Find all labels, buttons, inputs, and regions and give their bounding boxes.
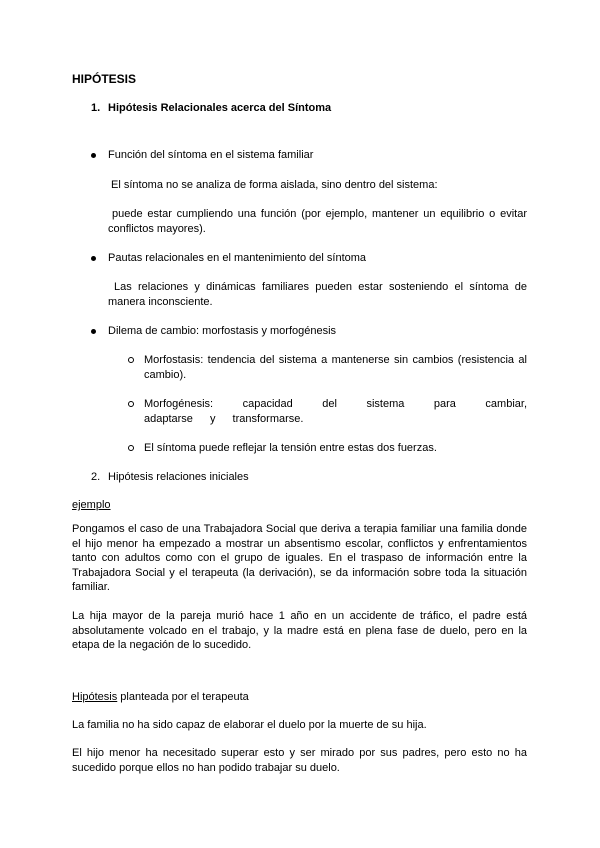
- hypothesis-label-rest: planteada por el terapeuta: [117, 691, 249, 703]
- section-2-number: 2.: [91, 471, 101, 483]
- example-paragraph-2: La hija mayor de la pareja murió hace 1 año en un accidente de tráfico, el padre está absolutamente volcado en el trabajo, y la madre está en plena fase de duelo, pero en la etapa de la negación de lo sucedido.: [72, 610, 527, 651]
- section-1-number: 1.: [91, 102, 101, 114]
- bullet-1-paragraph-1: El síntoma no se analiza de forma aislada, sino dentro del sistema:: [111, 179, 438, 191]
- hypothesis-paragraph-1: La familia no ha sido capaz de elaborar el duelo por la muerte de su hija.: [72, 719, 427, 731]
- example-paragraph-1: Pongamos el caso de una Trabajadora Social que deriva a terapia familiar una familia donde el hijo menor ha empezado a mostrar un absentismo escolar, conflictos y enfrentamientos tanto con adultos como con el grupo de iguales. En el traspaso de información entre la Trabajadora Social y el terapeuta (la derivación), se da información sobre toda la situación familiar.: [72, 523, 527, 593]
- bullet-marker: [91, 153, 96, 158]
- bullet-2-label: Pautas relacionales en el mantenimiento del síntoma: [108, 252, 367, 264]
- sub-bullet-marker: [128, 445, 134, 451]
- section-1-heading: Hipótesis Relacionales acerca del Síntoma: [108, 102, 332, 114]
- sub-item-morfogenesis: Morfogénesis: capacidad del sistema para cambiar, adaptarse y transformarse.: [144, 398, 527, 425]
- sub-item-morfostasis: Morfostasis: tendencia del sistema a mantenerse sin cambios (resistencia al cambio).: [144, 354, 527, 381]
- section-2-heading: Hipótesis relaciones iniciales: [108, 471, 249, 483]
- bullet-3-label: Dilema de cambio: morfostasis y morfogénesis: [108, 325, 337, 337]
- sub-bullet-marker: [128, 357, 134, 363]
- bullet-marker: [91, 256, 96, 261]
- bullet-marker: [91, 329, 96, 334]
- document-title: HIPÓTESIS: [72, 72, 137, 86]
- bullet-1-label: Función del síntoma en el sistema familiar: [108, 149, 314, 161]
- sub-bullet-marker: [128, 401, 134, 407]
- hypothesis-label: [72, 690, 249, 705]
- hypothesis-label-underlined: Hipótesis: [72, 691, 118, 703]
- hypothesis-paragraph-2: El hijo menor ha necesitado superar esto y ser mirado por sus padres, pero esto no ha sucedido porque ellos no han podido trabajar su duelo.: [72, 747, 527, 774]
- bullet-2-paragraph-1: Las relaciones y dinámicas familiares pueden estar sosteniendo el síntoma de manera inconsciente.: [108, 281, 527, 308]
- sub-item-tension: El síntoma puede reflejar la tensión entre estas dos fuerzas.: [144, 442, 437, 454]
- bullet-1-paragraph-2: puede estar cumpliendo una función (por ejemplo, mantener un equilibrio o evitar conflictos mayores).: [108, 208, 527, 235]
- example-label: ejemplo: [72, 499, 111, 511]
